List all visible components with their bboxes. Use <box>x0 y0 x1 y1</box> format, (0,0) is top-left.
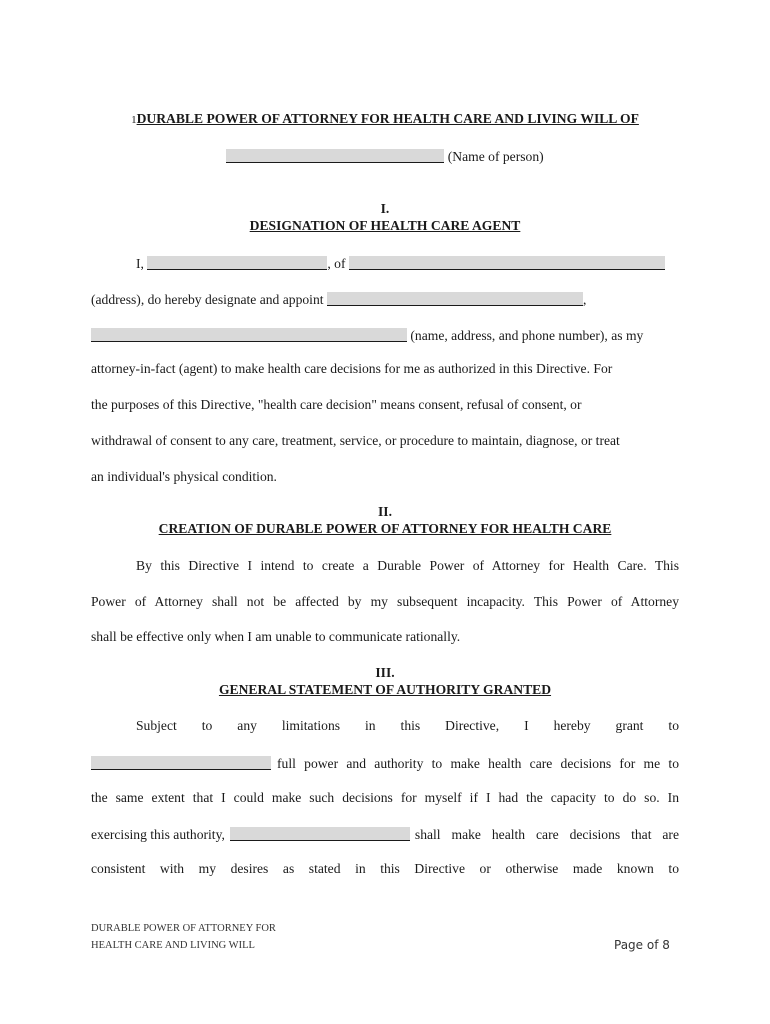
declarant-name-field[interactable] <box>147 256 327 270</box>
section-2-line-1: By this Directive I intend to create a Durable Power of Attorney for Health Care. This <box>136 558 679 573</box>
agent-exercise-field[interactable] <box>230 827 410 841</box>
footer-line-2: HEALTH CARE AND LIVING WILL <box>91 940 255 951</box>
declarant-prefix: I, <box>136 256 144 271</box>
section-3-line-4 <box>91 825 679 843</box>
section-1-line-3 <box>91 326 643 344</box>
exercising-text: exercising this authority, <box>91 827 225 842</box>
title-marker: 1 <box>131 114 137 126</box>
section-3-number: III. <box>375 665 395 680</box>
section-1-line-5: the purposes of this Directive, "health care decision" means consent, refusal of consent, or <box>91 397 582 412</box>
section-2-number: II. <box>378 504 392 519</box>
section-2-line-3: shall be effective only when I am unable to communicate rationally. <box>91 629 461 644</box>
document-title-line <box>0 111 770 127</box>
agent-grant-field[interactable] <box>91 756 271 770</box>
name-of-person-label: (Name of person) <box>447 149 544 164</box>
footer-line-1: DURABLE POWER OF ATTORNEY FOR <box>91 923 276 934</box>
section-3-line-1: Subject to any limitations in this Directive, I hereby grant to <box>136 718 679 733</box>
section-1-line-6: withdrawal of consent to any care, treatment, service, or procedure to maintain, diagnose, or treat <box>91 433 620 448</box>
decisions-text: shall make health care decisions that are <box>414 827 679 842</box>
of-label: , of <box>327 256 346 271</box>
agent-details-label: (name, address, and phone number), as my <box>410 328 644 343</box>
section-1-line-1 <box>136 254 665 272</box>
agent-name-field[interactable] <box>327 292 583 306</box>
declarant-address-field[interactable] <box>349 256 665 270</box>
comma-text: , <box>582 292 587 307</box>
designate-text: (address), do hereby designate and appoint <box>91 292 324 307</box>
name-line <box>0 147 770 165</box>
section-3-line-3: the same extent that I could make such decisions for myself if I had the capacity to do so. In <box>91 790 679 805</box>
section-1-heading: DESIGNATION OF HEALTH CARE AGENT <box>249 218 521 233</box>
section-2-line-2: Power of Attorney shall not be affected by my subsequent incapacity. This Power of Attorney <box>91 594 679 609</box>
section-3-line-2 <box>91 754 679 772</box>
agent-details-field[interactable] <box>91 328 407 342</box>
section-3-line-5: consistent with my desires as stated in this Directive or otherwise made known to <box>91 861 679 876</box>
person-name-field[interactable] <box>226 149 444 163</box>
section-3-heading: GENERAL STATEMENT OF AUTHORITY GRANTED <box>218 682 552 697</box>
section-1-line-4: attorney-in-fact (agent) to make health care decisions for me as authorized in this Directive. For <box>91 361 613 376</box>
section-1-number: I. <box>380 201 390 216</box>
section-1-line-2 <box>91 290 586 308</box>
document-title: DURABLE POWER OF ATTORNEY FOR HEALTH CARE AND LIVING WILL OF <box>136 111 639 126</box>
authority-text: full power and authority to make health care decisions for me to <box>277 756 679 771</box>
section-2-heading: CREATION OF DURABLE POWER OF ATTORNEY FOR HEALTH CARE <box>158 521 612 536</box>
page-number: Page of 8 <box>614 938 670 952</box>
section-1-line-7: an individual's physical condition. <box>91 469 277 484</box>
